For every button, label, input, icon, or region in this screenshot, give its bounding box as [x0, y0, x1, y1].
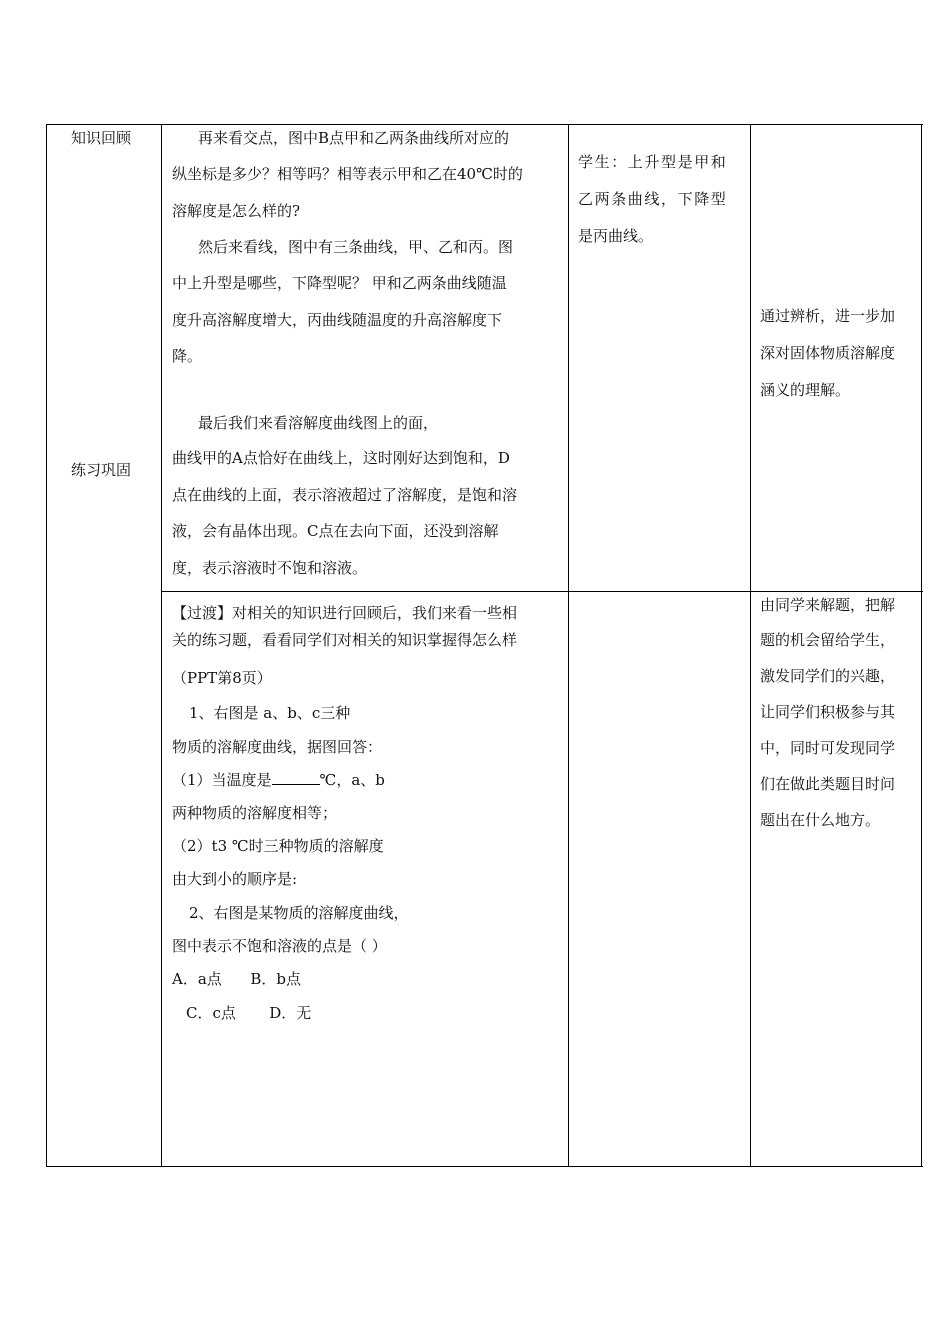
intent-line: 题的机会留给学生， — [760, 631, 896, 649]
teacher-line: 溶解度是怎么样的? — [172, 202, 301, 220]
intent-line: 激发同学们的兴趣， — [760, 667, 896, 685]
teacher-line: 液，会有晶体出现。C点在去向下面，还没到溶解 — [172, 522, 499, 540]
teacher-line: 纵坐标是多少？相等吗？相等表示甲和乙在40℃时的 — [172, 165, 523, 183]
table-bottom-border — [46, 1166, 923, 1167]
q1-part1-prefix: （1）当温度是 — [172, 771, 272, 789]
teacher-line: 中上升型是哪些，下降型呢？ 甲和乙两条曲线随温 — [172, 274, 507, 292]
intent-line: 涵义的理解。 — [760, 381, 851, 399]
table-left-border — [46, 124, 47, 1167]
section-label-practice: 练习巩固 — [71, 461, 132, 479]
intent-line: 让同学们积极参与其 — [760, 703, 896, 721]
teacher-line: 再来看交点，图中B点甲和乙两条曲线所对应的 — [198, 129, 510, 147]
question-2-prompt: 图中表示不饱和溶液的点是（ ） — [172, 937, 387, 955]
intent-line: 由同学来解题，把解 — [760, 596, 896, 614]
question-2-intro: 2、右图是某物质的溶解度曲线， — [189, 904, 409, 922]
answer-blank[interactable] — [272, 767, 320, 785]
section-label-review: 知识回顾 — [71, 129, 132, 147]
question-1-part2: （2）t3 ℃时三种物质的溶解度 — [172, 837, 384, 855]
student-line: 学生：上升型是甲和 — [578, 153, 728, 171]
question-1-part1 — [172, 762, 385, 798]
table-right-border — [921, 124, 922, 1167]
teacher-line: 度，表示溶液时不饱和溶液。 — [172, 559, 368, 577]
question-1-intro-cont: 物质的溶解度曲线，据图回答： — [172, 738, 383, 756]
teacher-line: 然后来看线，图中有三条曲线，甲、乙和丙。图 — [198, 238, 514, 256]
question-2-options-cd: C．c点 D．无 — [186, 1004, 312, 1022]
q1-part1-suffix: ℃，a、b — [319, 771, 385, 789]
student-line: 乙两条曲线，下降型 — [578, 190, 728, 208]
intent-line: 中，同时可发现同学 — [760, 739, 896, 757]
teacher-line: 【过渡】对相关的知识进行回顾后，我们来看一些相 — [172, 604, 518, 622]
teacher-line: 关的练习题，看看同学们对相关的知识掌握得怎么样 — [172, 631, 518, 649]
question-1-intro: 1、右图是 a、b、c三种 — [189, 704, 351, 722]
teacher-line: 点在曲线的上面，表示溶液超过了溶解度，是饱和溶 — [172, 486, 518, 504]
teacher-line: 曲线甲的A点恰好在曲线上，这时刚好达到饱和，D — [172, 449, 510, 467]
intent-line: 题出在什么地方。 — [760, 811, 881, 829]
col-divider-2 — [568, 124, 569, 1167]
question-2-options-ab: A．a点 B．b点 — [172, 970, 302, 988]
col-divider-3 — [750, 124, 751, 1167]
intent-line: 深对固体物质溶解度 — [760, 344, 896, 362]
teacher-line: （PPT第8页） — [172, 669, 272, 687]
teacher-line: 降。 — [172, 347, 203, 365]
student-line: 是丙曲线。 — [578, 227, 654, 245]
question-1-part2-cont: 由大到小的顺序是: — [172, 870, 298, 888]
intent-line: 通过辨析，进一步加 — [760, 307, 896, 325]
question-1-part1-cont: 两种物质的溶解度相等； — [172, 804, 338, 822]
col-divider-1 — [161, 124, 162, 1167]
teacher-line: 最后我们来看溶解度曲线图上的面， — [198, 414, 439, 432]
teacher-line: 度升高溶解度增大，丙曲线随温度的升高溶解度下 — [172, 311, 503, 329]
intent-line: 们在做此类题目时问 — [760, 775, 896, 793]
